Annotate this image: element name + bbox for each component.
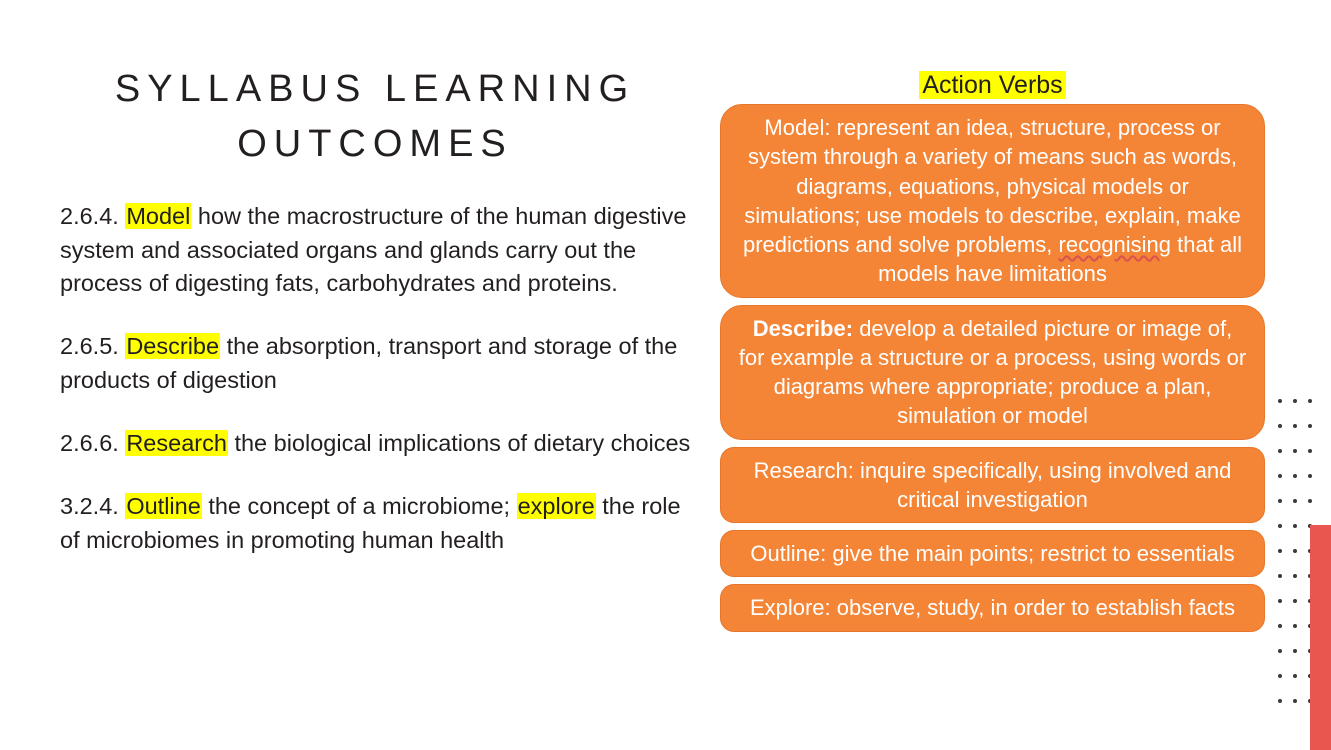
outcome-text-secondary: the role of microbiomes in promoting human health: [60, 493, 681, 553]
page-title: SYLLABUS LEARNING OUTCOMES: [114, 68, 636, 166]
verb-term: Model:: [764, 115, 831, 140]
outcome-number: 2.6.5.: [60, 333, 119, 360]
decorative-accent-bar: [1310, 525, 1331, 750]
verb-term: Describe:: [752, 315, 854, 341]
verb-definition-explore: [720, 584, 1265, 631]
verb-term: Outline:: [750, 541, 827, 566]
outcome-text: the biological implications of dietary choices: [234, 429, 691, 456]
verb-definition: observe, study, in order to establish facts: [836, 595, 1236, 621]
outcome-text: the concept of a microbiome;: [208, 493, 511, 520]
outcome-verb-secondary: explore: [517, 493, 595, 520]
verb-term: Explore:: [749, 595, 831, 621]
outcome-number: 3.2.4.: [60, 493, 119, 520]
outcome-text: how the macrostructure of the human digestive system and associated organs and glands carry out the process of digesting fats, carbohydrates and proteins.: [60, 203, 687, 296]
outcome-verb: Outline: [126, 493, 201, 520]
action-verbs-column: [720, 70, 1265, 639]
action-verbs-heading: [720, 70, 1265, 100]
verb-definition-tail: that all models have limitations: [878, 232, 1242, 287]
outcome-verb: Model: [126, 203, 191, 230]
outcome-verb: Describe: [126, 333, 220, 360]
list-item: [60, 200, 700, 300]
list-item: [60, 490, 700, 557]
verb-definition-outline: [720, 530, 1265, 577]
verb-definition: inquire specifically, using involved and critical investigation: [860, 457, 1232, 512]
verb-definition-describe: [720, 305, 1265, 440]
list-item: [60, 330, 700, 397]
action-verbs-heading-label: Action Verbs: [919, 71, 1065, 99]
verb-definition-model: [720, 104, 1265, 298]
outcome-number: 2.6.4.: [60, 203, 119, 230]
verb-definition: develop a detailed picture or image of, for example a structure or a process, using words or diagrams where appropriate; produce a plan, simulation or model: [738, 315, 1247, 429]
outcome-number: 2.6.6.: [60, 429, 119, 456]
outcome-text: the absorption, transport and storage of the products of digestion: [60, 333, 678, 393]
outcome-verb: Research: [126, 429, 227, 456]
verb-term: Research:: [753, 457, 854, 483]
list-item: [60, 427, 700, 460]
learning-outcomes-column: [60, 62, 700, 557]
verb-definition-research: [720, 447, 1265, 524]
verb-definition: give the main points; restrict to essentials: [832, 541, 1235, 566]
spellcheck-word: recognising: [1058, 232, 1172, 257]
verb-definition: represent an idea, structure, process or system through a variety of means such as words, diagrams, equations, physical models or simulations; use models to describe, explain, make predictions and solve problems,: [743, 115, 1241, 257]
